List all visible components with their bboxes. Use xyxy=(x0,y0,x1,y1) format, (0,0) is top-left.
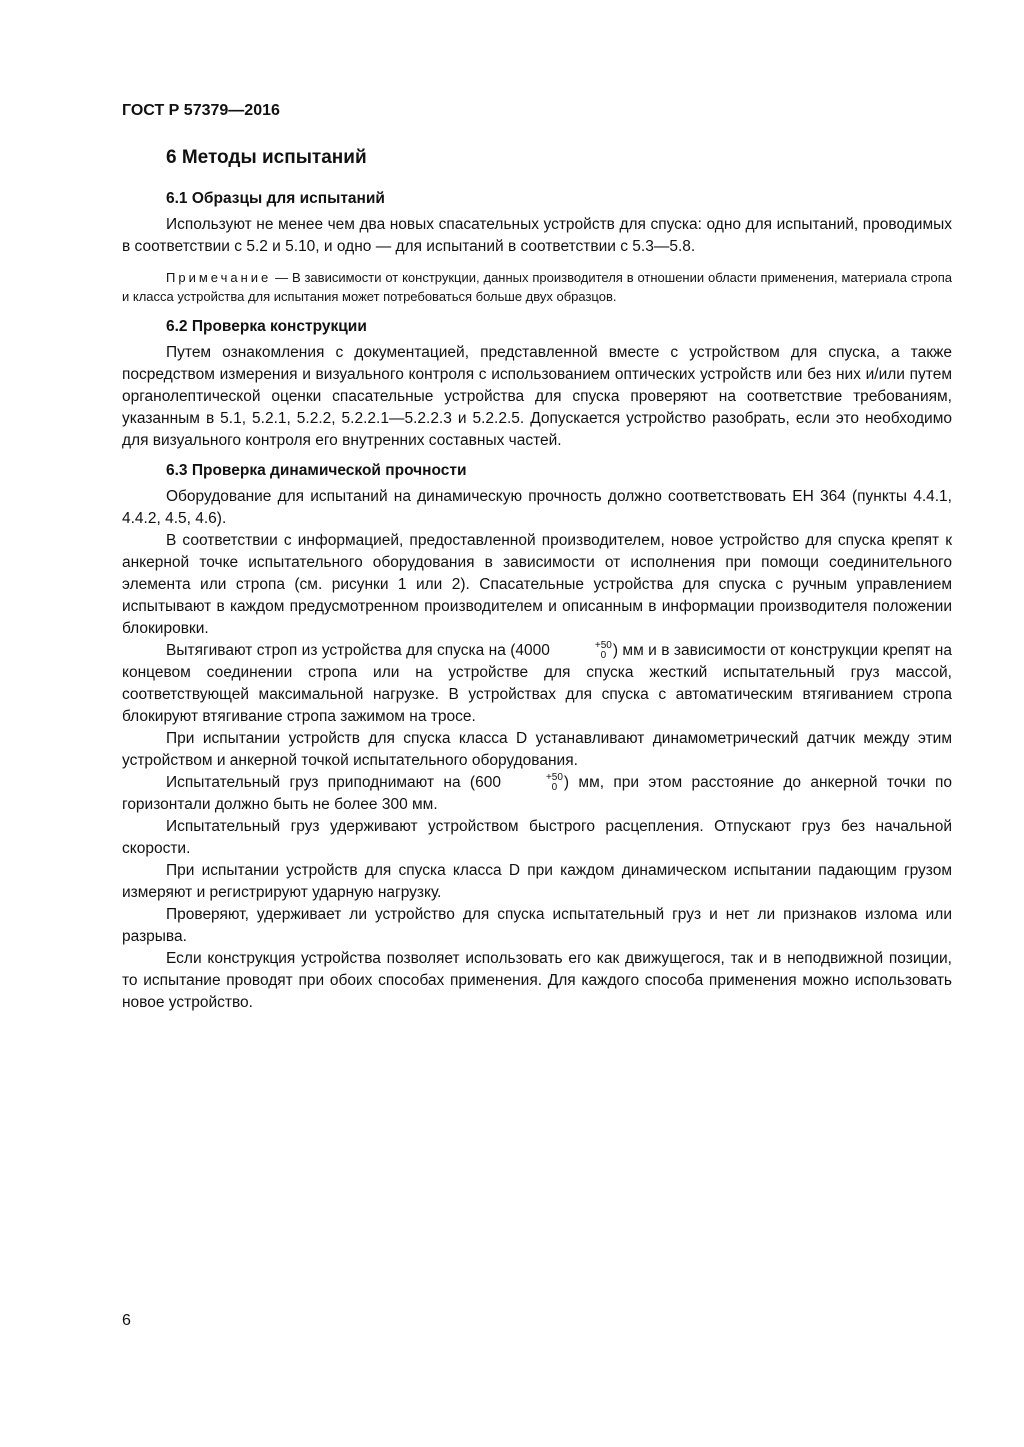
lift-tolerance-lower: 0 xyxy=(551,781,558,793)
document-code: ГОСТ Р 57379—2016 xyxy=(122,102,280,119)
pull-out-value: 4000 xyxy=(515,642,550,659)
note-label: Примечание xyxy=(166,270,272,285)
pull-out-tolerance-upper: +50 xyxy=(594,639,612,651)
paragraph-impact-load: При испытании устройств для спуска класса D при каждом динамическом испытании падающим грузом измеряют и регистрируют ударную нагрузку. xyxy=(122,862,952,901)
pull-out-tolerance-lower: 0 xyxy=(600,649,607,661)
paragraph-release: Испытательный груз удерживают устройством быстрого расцепления. Отпускают груз без начальной скорости. xyxy=(122,818,952,857)
section-title: 6 Методы испытаний xyxy=(166,147,367,168)
pull-out-tolerance xyxy=(551,641,612,661)
subsection-6-2-title: 6.2 Проверка конструкции xyxy=(166,318,367,335)
lift-tolerance xyxy=(502,773,563,793)
paragraph-modes: Если конструкция устройства позволяет использовать его как движущегося, так и в неподвижной позиции, то испытание проводят при обоих способах применения. Для каждого способа применения можно использовать новое устройство. xyxy=(122,950,952,1011)
subsection-6-1-title: 6.1 Образцы для испытаний xyxy=(166,190,385,207)
pull-out-text-start: Вытягивают строп из устройства для спуска на ( xyxy=(166,642,516,659)
paragraph-equipment: Оборудование для испытаний на динамическую прочность должно соответствовать ЕН 364 (пункты 4.4.1, 4.4.2, 4.5, 4.6). xyxy=(122,488,952,527)
paragraph-lift xyxy=(122,772,952,816)
pull-out-text-end: ) мм и в зависимости от конструкции крепят на концевом соединении стропа или на устройстве для спуска жесткий испытательный груз массой, соответствующей максимальной нагрузке. В устройствах для спуска с автоматическим втягиванием стропа блокируют втягивание стропа зажимом на тросе. xyxy=(122,642,952,725)
lift-text-end: ) мм, при этом расстояние до анкерной точки по горизонтали должно быть не более 300 мм. xyxy=(122,774,952,813)
note-text: — В зависимости от конструкции, данных производителя в отношении области применения, материала стропа и класса устройства для испытания может потребоваться больше двух образцов. xyxy=(122,270,952,304)
paragraph-check: Проверяют, удерживает ли устройство для спуска испытательный груз и нет ли признаков излома или разрыва. xyxy=(122,906,952,945)
subsection-6-1-paragraph: Используют не менее чем два новых спасательных устройств для спуска: одно для испытаний, проводимых в соответствии с 5.2 и 5.10, и одно — для испытаний в соответствии с 5.3—5.8. xyxy=(122,216,952,255)
lift-tolerance-upper: +50 xyxy=(545,771,563,783)
note-paragraph xyxy=(122,268,952,306)
page-content xyxy=(122,144,952,1014)
paragraph-dynamometer: При испытании устройств для спуска класса D устанавливают динамометрический датчик между этим устройством и анкерной точкой испытательного оборудования. xyxy=(122,730,952,769)
lift-text-start: Испытательный груз приподнимают на ( xyxy=(166,774,476,791)
paragraph-attachment: В соответствии с информацией, предоставленной производителем, новое устройство для спуска крепят к анкерной точке испытательного оборудования в зависимости от исполнения при помощи соединительного элемента или стропа (см. рисунки 1 или 2). Спасательные устройства для спуска с ручным управлением испытывают в каждом предусмотренном производителем и описанным в информации производителя положении блокировки. xyxy=(122,532,952,637)
subsection-6-3-title: 6.3 Проверка динамической прочности xyxy=(166,462,467,479)
lift-value: 600 xyxy=(475,774,501,791)
page-number: 6 xyxy=(122,1312,131,1329)
paragraph-pull-out xyxy=(122,640,952,728)
subsection-6-2-paragraph: Путем ознакомления с документацией, представленной вместе с устройством для спуска, а также посредством измерения и визуального контроля с использованием оптических устройств или без них и/или путем органолептической оценки спасательные устройства для спуска проверяют на соответствие требованиям, указанным в 5.1, 5.2.1, 5.2.2, 5.2.2.1—5.2.2.3 и 5.2.2.5. Допускается устройство разобрать, если это необходимо для визуального контроля его внутренних составных частей. xyxy=(122,344,952,449)
